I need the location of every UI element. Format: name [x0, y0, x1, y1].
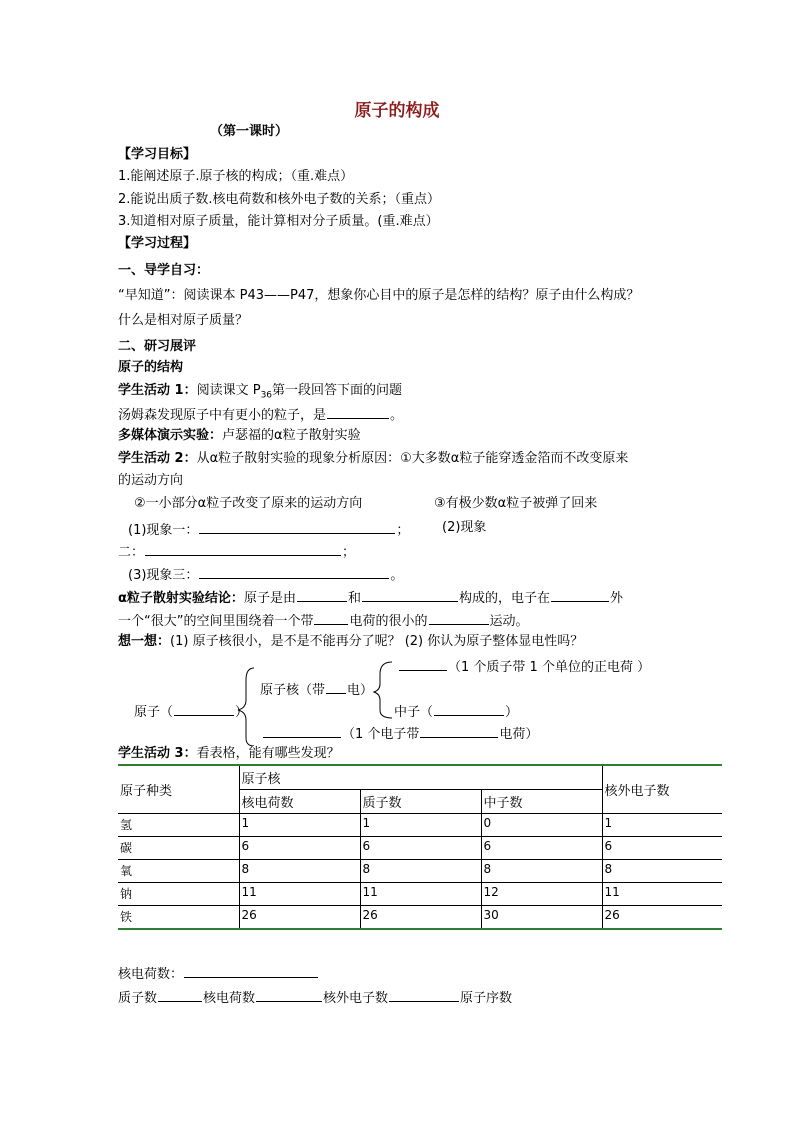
- cell-electron: 1: [602, 814, 722, 837]
- media-demo: [118, 427, 361, 447]
- question-3-label: (3)现象三：: [128, 568, 199, 583]
- table-row: [118, 906, 722, 930]
- table-header-type: 原子种类: [118, 765, 239, 814]
- electron-line: [262, 723, 538, 743]
- activity-2-text: 从α粒子散射实验的现象分析原因：①大多数α粒子能穿透金箔而不改变原来: [196, 451, 629, 466]
- activity-1-label: 学生活动 1：: [118, 383, 197, 398]
- conclusion-label: α粒子散射实验结论：: [118, 591, 244, 606]
- answer-blank[interactable]: [389, 987, 459, 1002]
- activity-1-question: [118, 404, 403, 424]
- cell-element: 碳: [118, 837, 239, 860]
- proton-note: （1 个质子带 1 个单位的正电荷 ）: [448, 660, 651, 675]
- cell-charge: 6: [239, 837, 360, 860]
- self-study-text: “早知道”：阅读课本 P43——P47，想象你心目中的原子是怎样的结构？原子由什么构成？: [118, 288, 640, 303]
- conclusion-text: 电荷的很小的: [349, 614, 428, 629]
- answer-blank[interactable]: [362, 587, 458, 602]
- cell-proton: 6: [360, 837, 481, 860]
- page-title: 原子的构成: [354, 101, 440, 121]
- electron-note: （1 个电子带: [342, 727, 420, 742]
- relation-term: 核电荷数: [203, 991, 256, 1006]
- cell-neutron: 6: [481, 837, 602, 860]
- cell-electron: 6: [602, 837, 722, 860]
- table-header-charge: 核电荷数: [239, 790, 360, 814]
- relation-term: 原子序数: [460, 991, 513, 1006]
- table-header-neutron: 中子数: [481, 790, 602, 814]
- atom-label-end: ）: [235, 705, 249, 720]
- cell-proton: 26: [360, 906, 481, 930]
- think-section: [118, 633, 583, 653]
- goal-item: 3.知道相对原子质量，能计算相对分子质量。(重.难点）: [118, 214, 439, 229]
- phenomenon-2: ②一小部分α粒子改变了原来的运动方向: [134, 496, 363, 511]
- conclusion-text: 外: [609, 591, 623, 606]
- nucleus-brace: [374, 662, 392, 718]
- answer-blank[interactable]: [145, 541, 341, 556]
- conclusion-text: 运动。: [489, 614, 529, 629]
- media-demo-label: 多媒体演示实验：: [118, 428, 223, 443]
- cell-proton: 8: [360, 860, 481, 883]
- answer-blank[interactable]: [256, 987, 322, 1002]
- charge-summary: [118, 963, 319, 983]
- question-2-cont: 二：: [118, 545, 145, 560]
- atom-line: [134, 701, 248, 721]
- think-text: (1) 原子核很小，是不是不能再分了呢？ (2) 你认为原子整体显电性吗？: [170, 634, 584, 649]
- electron-note-end: 电荷）: [499, 727, 539, 742]
- activity-2-label: 学生活动 2：: [118, 451, 197, 466]
- cell-proton: 11: [360, 883, 481, 906]
- activity-2: [118, 450, 628, 470]
- question-2: [118, 541, 355, 561]
- activity-1-text-end: 第一段回答下面的问题: [272, 383, 403, 398]
- question-1-label: (1)现象一：: [128, 523, 199, 538]
- activity-3: [118, 745, 340, 765]
- punctuation: ；: [396, 523, 410, 538]
- table-header-proton: 质子数: [360, 790, 481, 814]
- cell-electron: 26: [602, 906, 722, 930]
- conclusion-text: 和: [347, 591, 361, 606]
- answer-blank[interactable]: [399, 656, 447, 671]
- activity-2-text-2: 的运动方向: [118, 473, 184, 488]
- goal-item: 2.能说出质子数.核电荷数和核外电子数的关系；（重点）: [118, 192, 441, 207]
- cell-neutron: 8: [481, 860, 602, 883]
- charge-label: 核电荷数：: [118, 967, 184, 982]
- answer-blank[interactable]: [263, 723, 341, 738]
- conclusion-text: 构成的，电子在: [458, 591, 550, 606]
- think-label: 想一想：: [118, 634, 171, 649]
- cell-neutron: 0: [481, 814, 602, 837]
- cell-charge: 1: [239, 814, 360, 837]
- answer-blank[interactable]: [174, 701, 234, 716]
- nucleus-label: 原子核（带: [260, 683, 326, 698]
- page-subtitle: （第一课时）: [210, 124, 289, 139]
- activity-1-text: 阅读课文 P: [196, 383, 261, 398]
- answer-blank[interactable]: [434, 701, 504, 716]
- answer-blank[interactable]: [199, 519, 395, 534]
- cell-electron: 11: [602, 883, 722, 906]
- cell-element: 铁: [118, 906, 239, 930]
- punctuation: 。: [390, 408, 404, 423]
- table-header-nucleus: 原子核: [239, 765, 602, 790]
- question-2-label: (2)现象: [442, 520, 487, 535]
- phenomenon-3: ③有极少数α粒子被弹了回来: [434, 496, 598, 511]
- answer-blank[interactable]: [551, 587, 609, 602]
- table-row: [118, 860, 722, 883]
- activity-3-text: 看表格，能有哪些发现？: [196, 746, 340, 761]
- relation-term: 核外电子数: [323, 991, 389, 1006]
- table-header-electron: 核外电子数: [602, 765, 722, 814]
- proton-line: [398, 656, 650, 676]
- neutron-label-end: ）: [505, 705, 519, 720]
- research-heading: 二、研习展评: [118, 339, 197, 354]
- self-study-text-2: 什么是相对原子质量？: [118, 313, 249, 328]
- cell-electron: 8: [602, 860, 722, 883]
- cell-charge: 11: [239, 883, 360, 906]
- question-3: [128, 564, 403, 584]
- question-1: [128, 519, 409, 539]
- atom-table: [118, 764, 722, 930]
- neutron-line: [394, 701, 518, 721]
- atom-label: 原子（: [134, 705, 174, 720]
- table-row: [118, 837, 722, 860]
- punctuation: 。: [390, 568, 404, 583]
- neutron-label: 中子（: [394, 705, 434, 720]
- answer-blank[interactable]: [199, 564, 389, 579]
- relationship-line: [118, 987, 512, 1007]
- cell-element: 钠: [118, 883, 239, 906]
- conclusion: [118, 587, 623, 607]
- conclusion-text: 一个“很大”的空间里围绕着一个带: [118, 614, 314, 629]
- conclusion-2: [118, 610, 529, 630]
- answer-blank[interactable]: [429, 610, 489, 625]
- answer-blank[interactable]: [184, 963, 318, 978]
- conclusion-text: 原子是由: [243, 591, 296, 606]
- page-subscript: 36: [260, 390, 273, 401]
- relation-term: 质子数: [118, 991, 158, 1006]
- answer-blank[interactable]: [297, 587, 347, 602]
- cell-charge: 26: [239, 906, 360, 930]
- cell-element: 氧: [118, 860, 239, 883]
- goals-heading: 【学习目标】: [118, 147, 197, 162]
- answer-blank[interactable]: [327, 404, 389, 419]
- table-row: [118, 814, 722, 837]
- media-demo-text: 卢瑟福的α粒子散射实验: [222, 428, 361, 443]
- process-heading: 【学习过程】: [118, 236, 197, 251]
- answer-blank[interactable]: [314, 610, 348, 625]
- answer-blank[interactable]: [158, 987, 202, 1002]
- structure-heading: 原子的结构: [118, 360, 184, 375]
- activity-3-label: 学生活动 3：: [118, 746, 197, 761]
- cell-neutron: 12: [481, 883, 602, 906]
- nucleus-label-end: 电）: [347, 683, 374, 698]
- cell-element: 氢: [118, 814, 239, 837]
- activity-1: [118, 382, 402, 402]
- punctuation: ；: [342, 545, 356, 560]
- question-text: 汤姆森发现原子中有更小的粒子，是: [118, 408, 327, 423]
- cell-neutron: 30: [481, 906, 602, 930]
- self-study-heading: 一、导学自习：: [118, 263, 210, 278]
- nucleus-line: [260, 679, 373, 699]
- goal-item: 1.能阐述原子.原子核的构成；（重.难点）: [118, 169, 354, 184]
- answer-blank[interactable]: [326, 679, 346, 694]
- cell-charge: 8: [239, 860, 360, 883]
- table-row: [118, 883, 722, 906]
- answer-blank[interactable]: [420, 723, 498, 738]
- cell-proton: 1: [360, 814, 481, 837]
